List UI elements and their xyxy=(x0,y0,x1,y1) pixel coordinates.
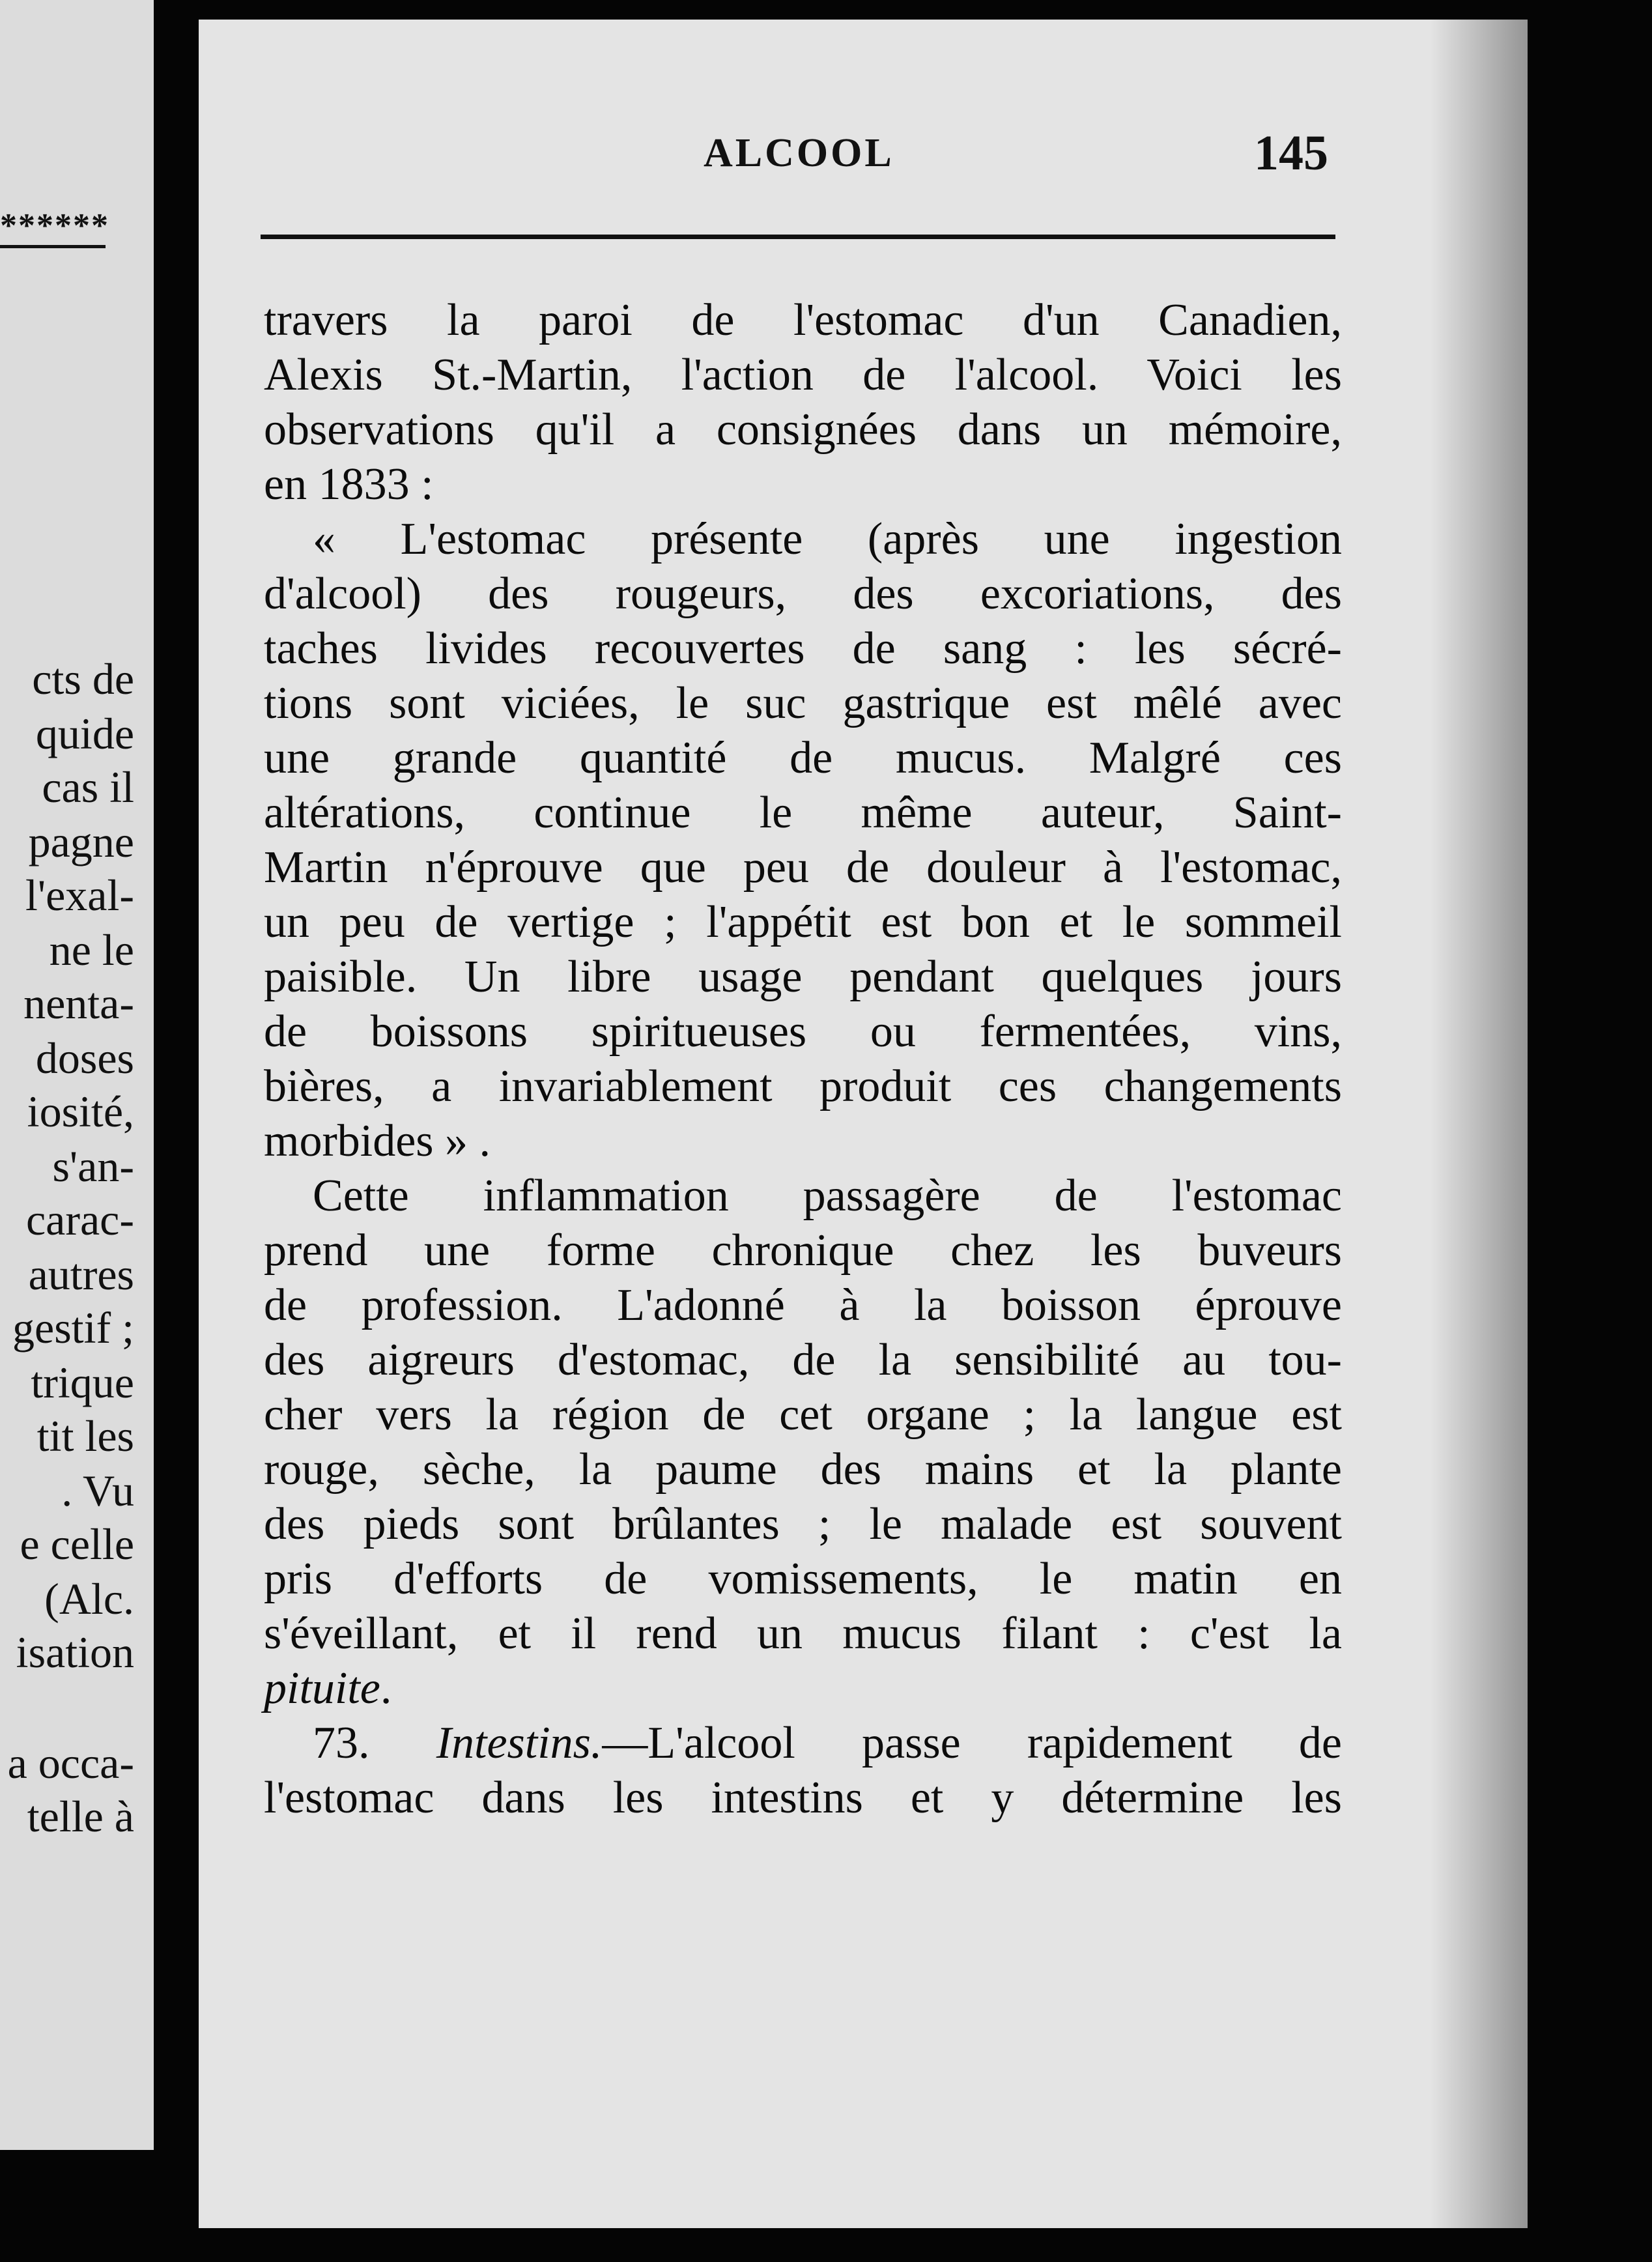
left-line: nenta- xyxy=(23,979,134,1028)
left-line: carac- xyxy=(25,1195,134,1244)
ornamental-stars-rule: ****** xyxy=(0,207,106,248)
text-line: d'alcool) des rougeurs, des excoriations, des xyxy=(264,569,1342,619)
text-line: s'éveillant, et il rend un mucus filant : c'est la xyxy=(264,1609,1342,1659)
text-line: pris d'efforts de vomissements, le matin en xyxy=(264,1554,1342,1604)
text-line: Alexis St.-Martin, l'action de l'alcool. Voici les xyxy=(264,350,1342,400)
section-heading-line xyxy=(264,1716,1342,1771)
header-rule xyxy=(261,235,1335,239)
section-line-text: —L'alcool passe rapidement de xyxy=(602,1718,1342,1768)
section-number: 73. xyxy=(313,1718,370,1768)
text-line: bières, a invariablement produit ces changements xyxy=(264,1061,1342,1111)
left-line: tit les xyxy=(36,1411,134,1461)
text-line: cher vers la région de cet organe ; la langue est xyxy=(264,1390,1342,1440)
left-line: l'exal- xyxy=(25,870,134,920)
left-line: (Alc. xyxy=(44,1574,134,1624)
text-line: observations qu'il a consignées dans un mémoire, xyxy=(264,405,1342,455)
text-line: « L'estomac présente (après une ingestion xyxy=(313,514,1342,564)
text-line: altérations, continue le même auteur, Saint- xyxy=(264,788,1342,838)
text-line: un peu de vertige ; l'appétit est bon et le sommeil xyxy=(264,897,1342,947)
page-number: 145 xyxy=(1254,126,1328,180)
text-line: des pieds sont brûlantes ; le malade est souvent xyxy=(264,1499,1342,1549)
left-line: ne le xyxy=(49,925,134,975)
text-line: prend une forme chronique chez les buveurs xyxy=(264,1225,1342,1276)
text-line: travers la paroi de l'estomac d'un Canadien, xyxy=(264,295,1342,345)
page-gutter-shadow xyxy=(1430,20,1528,2228)
text-line: morbides » . xyxy=(264,1116,491,1166)
left-line: cas il xyxy=(42,762,134,812)
text-line: de boissons spiritueuses ou fermentées, vins, xyxy=(264,1007,1342,1057)
left-line: gestif ; xyxy=(12,1303,134,1353)
left-line: telle à xyxy=(27,1792,134,1841)
left-line: doses xyxy=(35,1033,134,1083)
left-line: s'an- xyxy=(52,1141,134,1191)
pituite-period: . xyxy=(380,1663,392,1713)
left-line: cts de xyxy=(32,654,134,704)
left-line: isation xyxy=(16,1627,134,1677)
text-line: l'estomac dans les intestins et y détermine les xyxy=(264,1773,1342,1823)
text-line: rouge, sèche, la paume des mains et la plante xyxy=(264,1444,1342,1495)
text-line: de profession. L'adonné à la boisson éprouve xyxy=(264,1280,1342,1330)
text-line: taches livides recouvertes de sang : les sécré- xyxy=(264,623,1342,674)
left-line: quide xyxy=(35,709,134,758)
left-line: autres xyxy=(28,1250,134,1299)
pituite-term: pituite xyxy=(264,1663,380,1713)
text-line: une grande quantité de mucus. Malgré ces xyxy=(264,733,1342,783)
text-line: en 1833 : xyxy=(264,459,434,509)
running-title: ALCOOL xyxy=(704,131,894,175)
section-title: Intestins. xyxy=(436,1718,603,1768)
text-line: tions sont viciées, le suc gastrique est mêlé avec xyxy=(264,678,1342,728)
left-line: e celle xyxy=(20,1519,134,1569)
text-line: paisible. Un libre usage pendant quelques jours xyxy=(264,952,1342,1002)
previous-page-fragment xyxy=(0,0,154,2150)
text-line: des aigreurs d'estomac, de la sensibilité au tou- xyxy=(264,1335,1342,1385)
left-line: trique xyxy=(31,1358,134,1407)
text-line: Martin n'éprouve que peu de douleur à l'estomac, xyxy=(264,842,1342,893)
left-line: a occa- xyxy=(7,1738,134,1788)
text-line-pituite xyxy=(264,1661,1342,1716)
left-line: iosité, xyxy=(27,1087,134,1136)
text-line: Cette inflammation passagère de l'estomac xyxy=(313,1171,1342,1221)
left-line: . Vu xyxy=(61,1466,134,1515)
book-page xyxy=(199,20,1528,2228)
left-line: pagne xyxy=(28,817,134,866)
